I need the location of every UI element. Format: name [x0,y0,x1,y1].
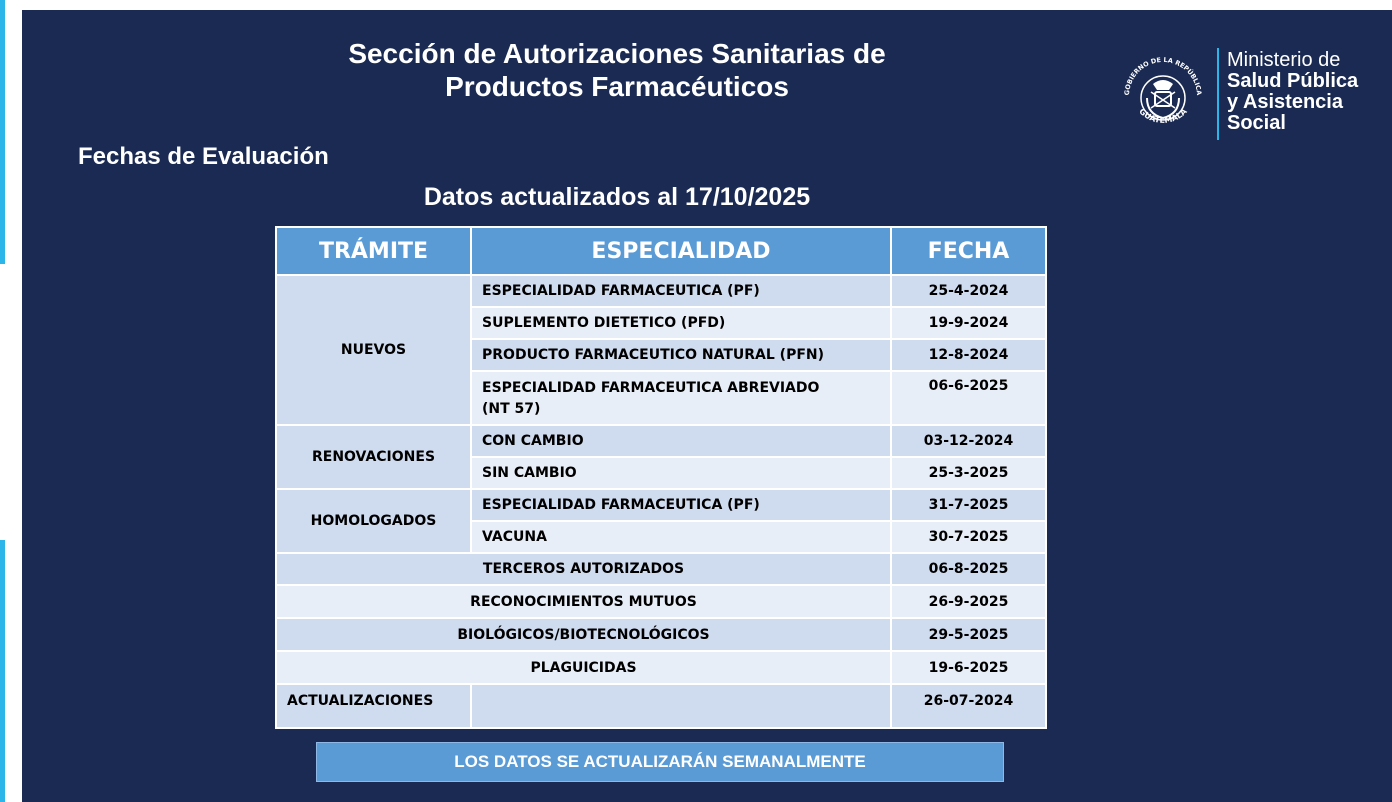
ministry-logo [1117,46,1377,146]
table-row [276,585,1046,618]
fecha-cell: 26-07-2024 [891,684,1046,728]
left-accent-bar-bottom [0,540,5,802]
table-row [276,553,1046,585]
fecha-cell: 26-9-2025 [891,585,1046,618]
fecha-cell: 25-3-2025 [891,457,1046,489]
column-header-fecha: FECHA [891,227,1046,275]
ministry-line-4: Social [1227,112,1286,134]
tramite-nuevos: NUEVOS [276,275,471,425]
left-accent-bar-top [0,0,5,264]
fecha-cell: 29-5-2025 [891,618,1046,651]
tramite-terceros-autorizados: TERCEROS AUTORIZADOS [276,553,891,585]
fecha-cell: 25-4-2024 [891,275,1046,307]
fecha-cell: 31-7-2025 [891,489,1046,521]
weekly-update-banner: LOS DATOS SE ACTUALIZARÁN SEMANALMENTE [316,742,1004,782]
tramite-plaguicidas: PLAGUICIDAS [276,651,891,684]
logo-divider [1217,48,1219,140]
title-line-2: Productos Farmacéuticos [445,71,789,102]
fecha-cell: 30-7-2025 [891,521,1046,553]
especialidad-cell: SIN CAMBIO [471,457,891,489]
especialidad-cell [471,371,891,425]
especialidad-cell [471,684,891,728]
fecha-cell: 06-6-2025 [891,371,1046,425]
tramite-biologicos: BIOLÓGICOS/BIOTECNOLÓGICOS [276,618,891,651]
column-header-tramite: TRÁMITE [276,227,471,275]
section-heading: Fechas de Evaluación [78,143,329,170]
fecha-cell: 03-12-2024 [891,425,1046,457]
fecha-cell: 19-9-2024 [891,307,1046,339]
fecha-cell: 12-8-2024 [891,339,1046,371]
tramite-renovaciones: RENOVACIONES [276,425,471,489]
tramite-homologados: HOMOLOGADOS [276,489,471,553]
especialidad-cell: PRODUCTO FARMACEUTICO NATURAL (PFN) [471,339,891,371]
table-header-row [276,227,1046,275]
table-row [276,651,1046,684]
tramite-reconocimientos-mutuos: RECONOCIMIENTOS MUTUOS [276,585,891,618]
especialidad-cell: ESPECIALIDAD FARMACEUTICA (PF) [471,275,891,307]
table-row [276,618,1046,651]
especialidad-cell: CON CAMBIO [471,425,891,457]
guatemala-seal-icon [1117,46,1209,142]
especialidad-cell: ESPECIALIDAD FARMACEUTICA (PF) [471,489,891,521]
title-line-1: Sección de Autorizaciones Sanitarias de [348,38,886,69]
column-header-especialidad: ESPECIALIDAD [471,227,891,275]
especialidad-line-2: (NT 57) [482,401,541,417]
evaluation-dates-table [275,226,1047,729]
especialidad-cell: SUPLEMENTO DIETETICO (PFD) [471,307,891,339]
table-row [276,684,1046,728]
table-row [276,489,1046,521]
fecha-cell: 06-8-2025 [891,553,1046,585]
fecha-cell: 19-6-2025 [891,651,1046,684]
page-title [22,37,1212,103]
seal-ring-bottom-text: GUATEMALA [1137,106,1189,126]
seal-ring-top-text: GOBIERNO DE LA REPÚBLICA [1122,55,1204,96]
table-row [276,425,1046,457]
especialidad-cell: VACUNA [471,521,891,553]
tramite-actualizaciones: ACTUALIZACIONES [276,684,471,728]
updated-date-label: Datos actualizados al 17/10/2025 [423,183,811,211]
ministry-line-2: Salud Pública [1227,70,1359,92]
table-row [276,275,1046,307]
ministry-name [1227,50,1358,134]
ministry-line-3: y Asistencia [1227,91,1343,113]
especialidad-line-1: ESPECIALIDAD FARMACEUTICA ABREVIADO [482,380,820,396]
ministry-line-1: Ministerio de [1227,49,1341,71]
